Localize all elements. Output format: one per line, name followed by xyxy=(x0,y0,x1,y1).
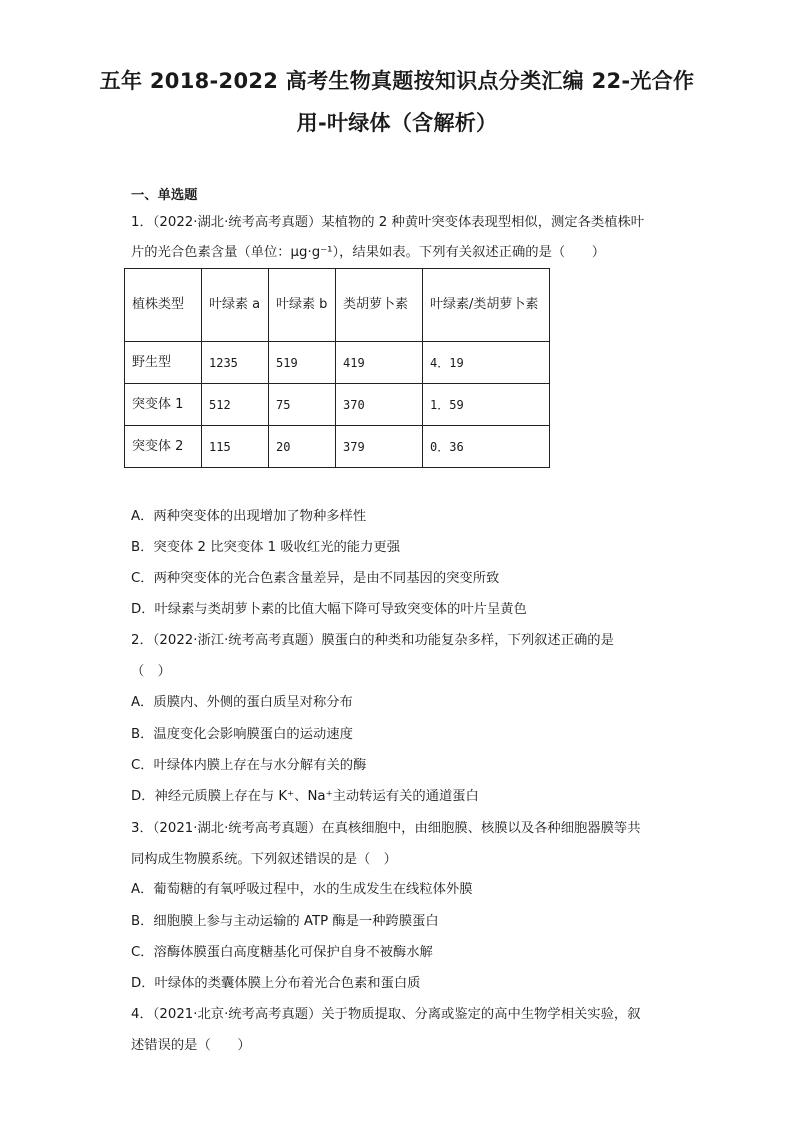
table-cell: 512 xyxy=(202,384,269,426)
q3-option-d: D．叶绿体的类囊体膜上分布着光合色素和蛋白质 xyxy=(131,976,421,991)
table-cell: 75 xyxy=(269,384,336,426)
q3-option-a: A．葡萄糖的有氧呼吸过程中，水的生成发生在线粒体外膜 xyxy=(131,882,473,897)
table-cell: 419 xyxy=(336,342,423,384)
q3-stem-line-2: 同构成生物膜系统。下列叙述错误的是（ ） xyxy=(131,852,397,867)
q1-option-a: A．两种突变体的出现增加了物种多样性 xyxy=(131,509,367,524)
q1-stem-line-1: 1．（2022·湖北·统考高考真题）某植物的 2 种黄叶突变体表现型相似，测定各类植株叶 xyxy=(131,215,645,230)
table-row xyxy=(125,384,550,426)
table-row xyxy=(125,426,550,468)
table-cell: 突变体 2 xyxy=(125,426,202,468)
q3-option-b: B．细胞膜上参与主动运输的 ATP 酶是一种跨膜蛋白 xyxy=(131,914,439,929)
table-header-cell: 叶绿素 a xyxy=(202,269,269,342)
q1-option-b: B．突变体 2 比突变体 1 吸收红光的能力更强 xyxy=(131,540,400,555)
pigment-table xyxy=(124,268,550,468)
table-cell: 370 xyxy=(336,384,423,426)
q2-stem-line-1: 2．（2022·浙江·统考高考真题）膜蛋白的种类和功能复杂多样，下列叙述正确的是 xyxy=(131,633,614,648)
table-cell: 4．19 xyxy=(423,342,550,384)
table-cell: 野生型 xyxy=(125,342,202,384)
q1-stem-line-2: 片的光合色素含量（单位：μg·g⁻¹），结果如表。下列有关叙述正确的是（ ） xyxy=(131,245,606,260)
q2-option-b: B．温度变化会影响膜蛋白的运动速度 xyxy=(131,727,353,742)
table-cell: 1．59 xyxy=(423,384,550,426)
table-row xyxy=(125,342,550,384)
table-cell: 379 xyxy=(336,426,423,468)
q3-stem-line-1: 3．（2021·湖北·统考高考真题）在真核细胞中，由细胞膜、核膜以及各种细胞器膜等共 xyxy=(131,821,641,836)
table-header-cell: 类胡萝卜素 xyxy=(336,269,423,342)
q4-stem-line-1: 4．（2021·北京·统考高考真题）关于物质提取、分离或鉴定的高中生物学相关实验，叙 xyxy=(131,1007,641,1022)
q4-stem-line-2: 述错误的是（ ） xyxy=(131,1038,251,1053)
q2-option-d: D．神经元质膜上存在与 K⁺、Na⁺主动转运有关的通道蛋白 xyxy=(131,789,479,804)
q3-option-c: C．溶酶体膜蛋白高度糖基化可保护自身不被酶水解 xyxy=(131,945,433,960)
q2-option-a: A．质膜内、外侧的蛋白质呈对称分布 xyxy=(131,695,353,710)
table-header-cell: 叶绿素/类胡萝卜素 xyxy=(423,269,550,342)
q2-stem-line-2: （ ） xyxy=(131,664,171,679)
document-title-line-2: 用-叶绿体（含解析） xyxy=(296,111,498,135)
section-heading: 一、单选题 xyxy=(131,188,198,203)
table-cell: 115 xyxy=(202,426,269,468)
q2-option-c: C．叶绿体内膜上存在与水分解有关的酶 xyxy=(131,758,367,773)
table-header-cell: 植株类型 xyxy=(125,269,202,342)
table-cell: 0．36 xyxy=(423,426,550,468)
table-header-cell: 叶绿素 b xyxy=(269,269,336,342)
table-cell: 20 xyxy=(269,426,336,468)
table-cell: 519 xyxy=(269,342,336,384)
q1-option-d: D．叶绿素与类胡萝卜素的比值大幅下降可导致突变体的叶片呈黄色 xyxy=(131,602,527,617)
table-cell: 1235 xyxy=(202,342,269,384)
document-title-line-1: 五年 2018-2022 高考生物真题按知识点分类汇编 22-光合作 xyxy=(99,69,695,93)
table-cell: 突变体 1 xyxy=(125,384,202,426)
table-header-row xyxy=(125,269,550,342)
q1-option-c: C．两种突变体的光合色素含量差异，是由不同基因的突变所致 xyxy=(131,571,500,586)
